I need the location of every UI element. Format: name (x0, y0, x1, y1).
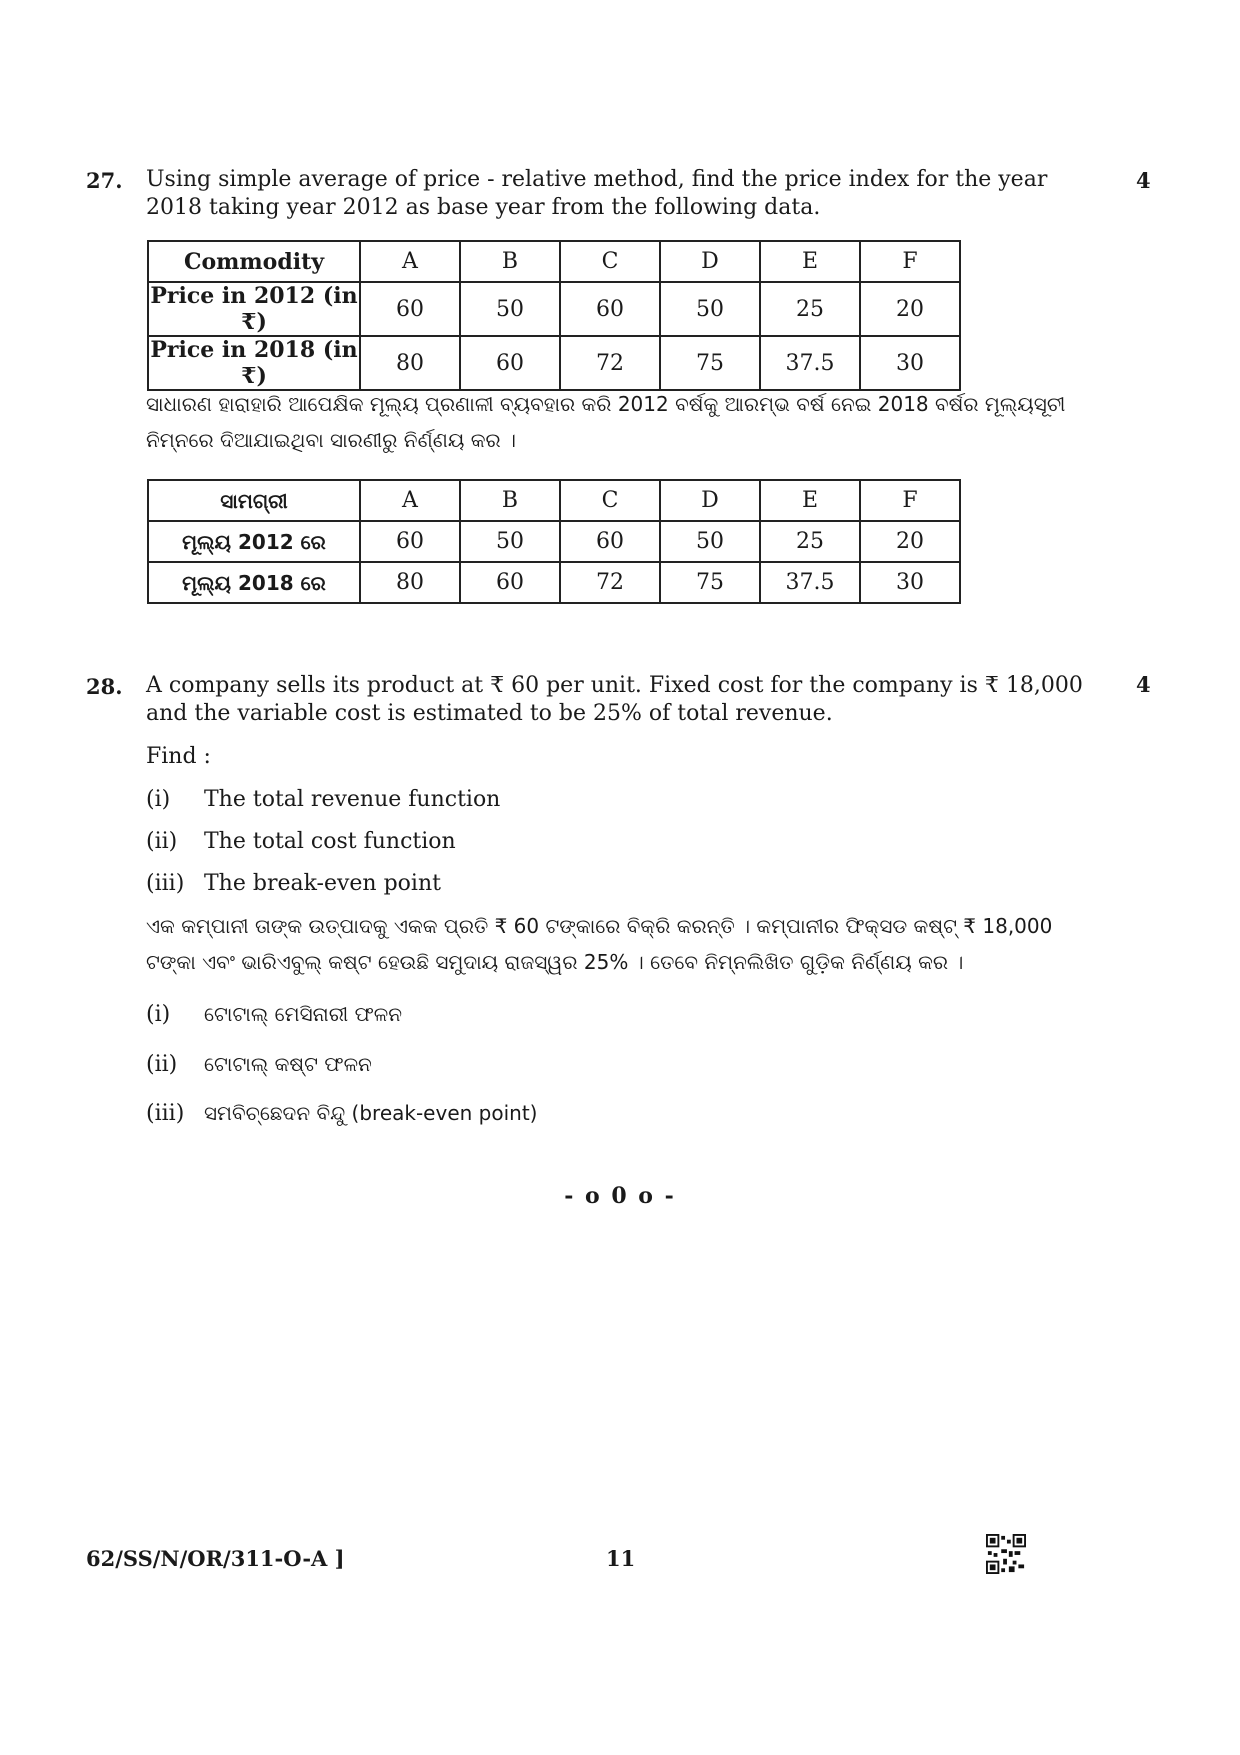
table-cell: 30 (860, 336, 960, 390)
table-cell: 25 (760, 521, 860, 562)
question-27-text-odia: ସାଧାରଣ ହାରାହାରି ଆପେକ୍ଷିକ ମୂଲ୍ୟ ପ୍ରଣାଳୀ ବ୍ୟବହାର କରି 2012 ବର୍ଷକୁ ଆରମ୍ଭ ବର୍ଷ ନେଇ 2018 ବର୍ଷର ମୂଲ୍ୟସୂଚୀ ନିମ୍ନରେ ଦିଆଯାଇଥିବା ସାରଣୀରୁ ନିର୍ଣ୍ଣୟ କର । (146, 392, 1066, 452)
table-cell: 20 (860, 521, 960, 562)
list-item (146, 1052, 372, 1077)
item-number: (ii) (146, 829, 178, 854)
qr-code-icon (986, 1534, 1026, 1574)
table-row (148, 282, 960, 336)
table-cell: Price in 2012 (in ₹) (148, 282, 360, 336)
table-cell: 80 (360, 562, 460, 603)
item-text: The total cost function (204, 829, 456, 854)
table-cell: D (660, 241, 760, 282)
price-table-odia (147, 479, 961, 604)
table-cell: ସାମଗ୍ରୀ (148, 480, 360, 521)
table-cell: D (660, 480, 760, 521)
table-cell: 20 (860, 282, 960, 336)
table-header-row (148, 480, 960, 521)
table-row (148, 562, 960, 603)
table-cell: B (460, 241, 560, 282)
table-cell: A (360, 480, 460, 521)
table-cell: ମୂଲ୍ୟ 2018 ରେ (148, 562, 360, 603)
question-27-marks: 4 (1136, 168, 1151, 193)
table-cell: E (760, 241, 860, 282)
question-28-marks: 4 (1136, 672, 1151, 697)
question-28-number: 28. (86, 674, 123, 699)
list-item (146, 829, 456, 854)
end-mark: - o 0 o - (564, 1183, 676, 1209)
question-28-text-odia: ଏକ କମ୍ପାନୀ ତାଙ୍କ ଉତ୍ପାଦକୁ ଏକକ ପ୍ରତି ₹ 60 ଟଙ୍କାରେ ବିକ୍ରି କରନ୍ତି । କମ୍ପାନୀର ଫିକ୍ସଡ କଷ୍ଟ୍ ₹ 18,000 ଟଙ୍କା ଏବଂ ଭାରିଏବୁଲ୍ କଷ୍ଟ ହେଉଛି ସମୁଦାୟ ରାଜସ୍ୱର 25% । ତେବେ ନିମ୍ନଲିଖିତ ଗୁଡ଼ିକ ନିର୍ଣ୍ଣୟ କର । (146, 914, 1053, 974)
item-text: ଟୋଟାଲ୍ କଷ୍ଟ ଫଳନ (204, 1052, 372, 1076)
table-row (148, 336, 960, 390)
table-cell: E (760, 480, 860, 521)
table-cell: 72 (560, 336, 660, 390)
table-cell: 80 (360, 336, 460, 390)
table-cell: 60 (460, 562, 560, 603)
table-cell: 37.5 (760, 336, 860, 390)
item-text: The break-even point (204, 871, 441, 896)
item-number: (i) (146, 787, 171, 812)
table-cell: B (460, 480, 560, 521)
price-table-english (147, 240, 961, 391)
find-label: Find : (146, 744, 211, 769)
table-cell: 25 (760, 282, 860, 336)
table-cell: 60 (560, 282, 660, 336)
list-item (146, 871, 441, 896)
table-cell: 37.5 (760, 562, 860, 603)
table-cell: 75 (660, 562, 760, 603)
table-cell: 60 (360, 521, 460, 562)
table-cell: 50 (460, 282, 560, 336)
item-number: (iii) (146, 1101, 185, 1126)
table-cell: F (860, 480, 960, 521)
list-item (146, 1002, 402, 1027)
item-number: (iii) (146, 871, 185, 896)
table-header-row (148, 241, 960, 282)
table-cell: 60 (360, 282, 460, 336)
table-cell: 75 (660, 336, 760, 390)
table-cell: 50 (660, 282, 760, 336)
table-cell: 60 (560, 521, 660, 562)
item-text: The total revenue function (204, 787, 501, 812)
item-text: ସମବିଚ୍ଛେଦନ ବିନ୍ଦୁ (break-even point) (204, 1101, 538, 1125)
table-cell: Price in 2018 (in ₹) (148, 336, 360, 390)
table-cell: F (860, 241, 960, 282)
paper-code: 62/SS/N/OR/311-O-A ] (86, 1546, 345, 1571)
table-cell: C (560, 241, 660, 282)
list-item (146, 787, 500, 812)
table-cell: 72 (560, 562, 660, 603)
table-cell: C (560, 480, 660, 521)
question-28-text: A company sells its product at ₹ 60 per unit. Fixed cost for the company is ₹ 18,000 and the variable cost is estimated to be 25% of total revenue. (146, 673, 1083, 726)
page-number: 11 (606, 1546, 636, 1571)
table-row (148, 521, 960, 562)
table-cell: Commodity (148, 241, 360, 282)
question-27-number: 27. (86, 168, 123, 193)
question-27-text: Using simple average of price - relative method, find the price index for the year 2018 taking year 2012 as base year from the following data. (146, 167, 1048, 220)
table-cell: 50 (660, 521, 760, 562)
table-cell: 60 (460, 336, 560, 390)
item-number: (ii) (146, 1052, 178, 1077)
table-cell: ମୂଲ୍ୟ 2012 ରେ (148, 521, 360, 562)
table-cell: 30 (860, 562, 960, 603)
item-text: ଟୋଟାଲ୍ ମେସିନାରୀ ଫଳନ (204, 1002, 403, 1026)
table-cell: A (360, 241, 460, 282)
item-number: (i) (146, 1002, 171, 1027)
list-item (146, 1101, 537, 1126)
table-cell: 50 (460, 521, 560, 562)
